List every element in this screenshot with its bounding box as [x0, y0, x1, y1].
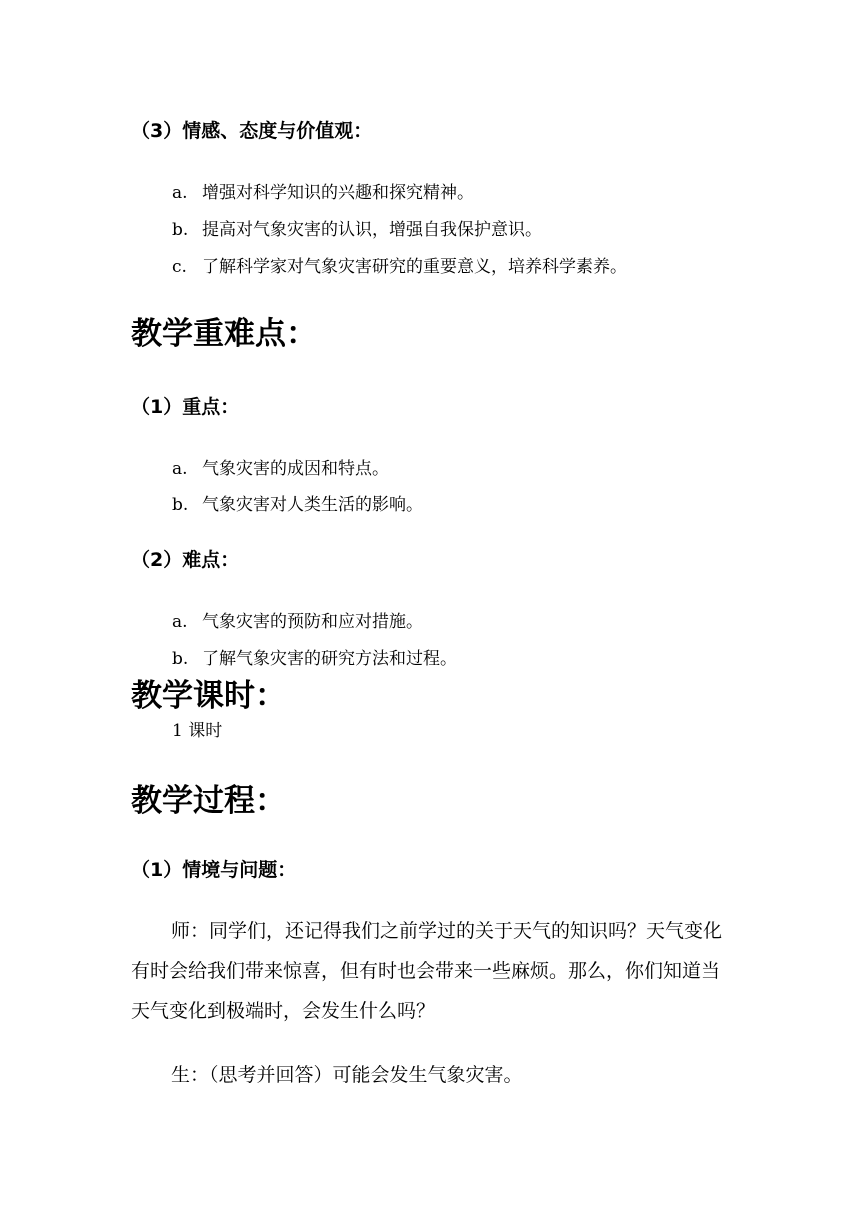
list-marker: a.	[172, 612, 188, 632]
list-item	[172, 644, 457, 669]
list-marker: a.	[172, 183, 188, 203]
list-marker: b.	[172, 220, 189, 240]
list-item	[172, 490, 423, 515]
list-item-text: 了解科学家对气象灾害研究的重要意义，培养科学素养。	[202, 257, 627, 277]
list-marker: a.	[172, 459, 188, 479]
list-item	[172, 252, 627, 277]
subheading-difficulty: （2）难点：	[131, 549, 240, 571]
student-paragraph: 生：（思考并回答）可能会发生气象灾害。	[171, 1064, 523, 1086]
subheading-focus: （1）重点：	[131, 396, 240, 418]
section-heading-emotion: （3）情感、态度与价值观：	[131, 120, 373, 142]
section-title-process: 教学过程：	[131, 783, 286, 819]
class-hours-value: 1 课时	[172, 721, 223, 741]
list-item	[172, 607, 423, 632]
list-item	[172, 215, 542, 240]
list-item-text: 增强对科学知识的兴趣和探究精神。	[202, 183, 474, 203]
section-title-class-hours: 教学课时：	[131, 678, 286, 714]
subheading-situation: （1）情境与问题：	[131, 859, 297, 881]
list-item	[172, 178, 474, 203]
list-item	[172, 454, 389, 479]
list-marker: b.	[172, 495, 189, 515]
list-item-text: 提高对气象灾害的认识，增强自我保护意识。	[202, 220, 542, 240]
list-item-text: 气象灾害的预防和应对措施。	[202, 612, 423, 632]
list-marker: b.	[172, 649, 189, 669]
list-marker: c.	[172, 257, 187, 277]
section-title-key-points: 教学重难点：	[131, 316, 317, 352]
list-item-text: 气象灾害对人类生活的影响。	[202, 495, 423, 515]
list-item-text: 了解气象灾害的研究方法和过程。	[202, 649, 457, 669]
list-item-text: 气象灾害的成因和特点。	[202, 459, 389, 479]
teacher-paragraph: 师：同学们，还记得我们之前学过的关于天气的知识吗？天气变化有时会给我们带来惊喜，但有时也会带来一些麻烦。那么，你们知道当天气变化到极端时，会发生什么吗？	[131, 920, 723, 1022]
